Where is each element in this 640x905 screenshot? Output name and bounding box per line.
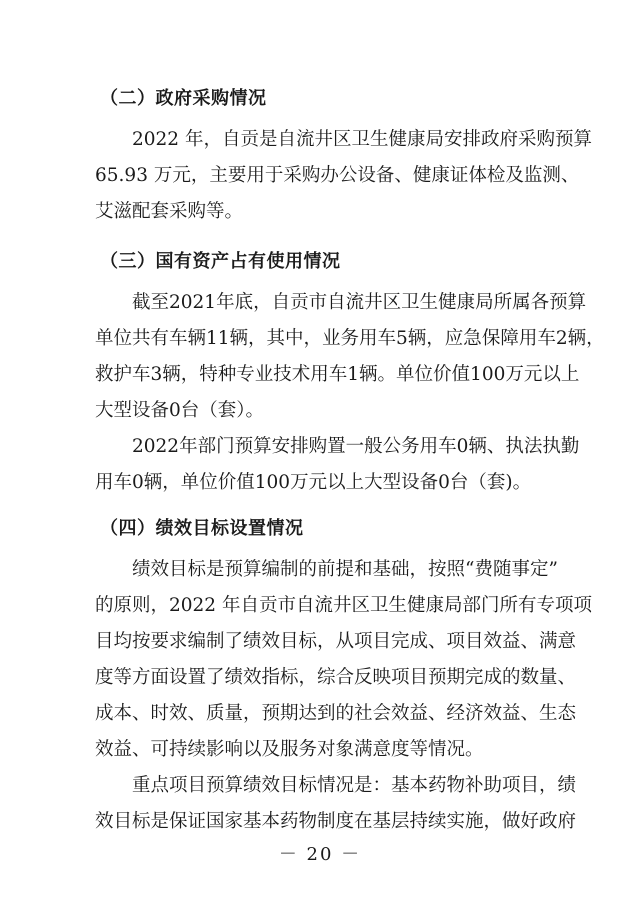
paragraph-line: 度等方面设置了绩效指标，综合反映项目预期完成的数量、 — [95, 667, 577, 688]
paragraph-line: 效益、可持续影响以及服务对象满意度等情况。 — [95, 739, 484, 760]
paragraph-line: 艾滋配套采购等。 — [95, 201, 244, 222]
paragraph-line: 绩效目标是预算编制的前提和基础，按照“费随事定” — [132, 559, 558, 580]
paragraph-line: 效目标是保证国家基本药物制度在基层持续实施，做好政府 — [95, 811, 577, 832]
paragraph-line: 重点项目预算绩效目标情况是：基本药物补助项目，绩 — [132, 775, 577, 796]
paragraph-line: 成本、时效、质量，预期达到的社会效益、经济效益、生态 — [95, 703, 577, 724]
paragraph-line: 用车0辆，单位价值100万元以上大型设备0台（套)。 — [95, 472, 532, 493]
paragraph-line: 截至2021年底，自贡市自流井区卫生健康局所属各预算 — [132, 292, 587, 313]
paragraph-line: 大型设备0台（套）。 — [95, 400, 265, 421]
paragraph-line: 2022年部门预算安排购置一般公务用车0辆、执法执勤 — [132, 436, 580, 457]
paragraph-procurement — [95, 122, 592, 230]
page-number: － 20 － — [278, 844, 362, 865]
paragraph-performance-goals — [95, 552, 592, 768]
paragraph-line: 单位共有车辆11辆，其中，业务用车5辆，应急保障用车2辆， — [95, 328, 605, 349]
paragraph-line: 65.93 万元，主要用于采购办公设备、健康证体检及监测、 — [95, 165, 580, 186]
section-heading-performance-goals: （四）绩效目标设置情况 — [100, 518, 304, 539]
paragraph-line: 的原则，2022 年自贡市自流井区卫生健康局部门所有专项项 — [95, 595, 592, 616]
paragraph-line: 救护车3辆，特种专业技术用车1辆。单位价值100万元以上 — [95, 364, 580, 385]
paragraph-assets-budget — [95, 429, 580, 501]
paragraph-key-project-goals — [95, 768, 577, 840]
paragraph-assets-vehicles — [95, 285, 605, 429]
paragraph-line: 2022 年，自贡是自流井区卫生健康局安排政府采购预算 — [132, 129, 592, 150]
section-heading-state-assets: （三）国有资产占有使用情况 — [100, 251, 341, 272]
paragraph-line: 目均按要求编制了绩效目标，从项目完成、项目效益、满意 — [95, 631, 577, 652]
section-heading-procurement: （二）政府采购情况 — [100, 88, 267, 109]
